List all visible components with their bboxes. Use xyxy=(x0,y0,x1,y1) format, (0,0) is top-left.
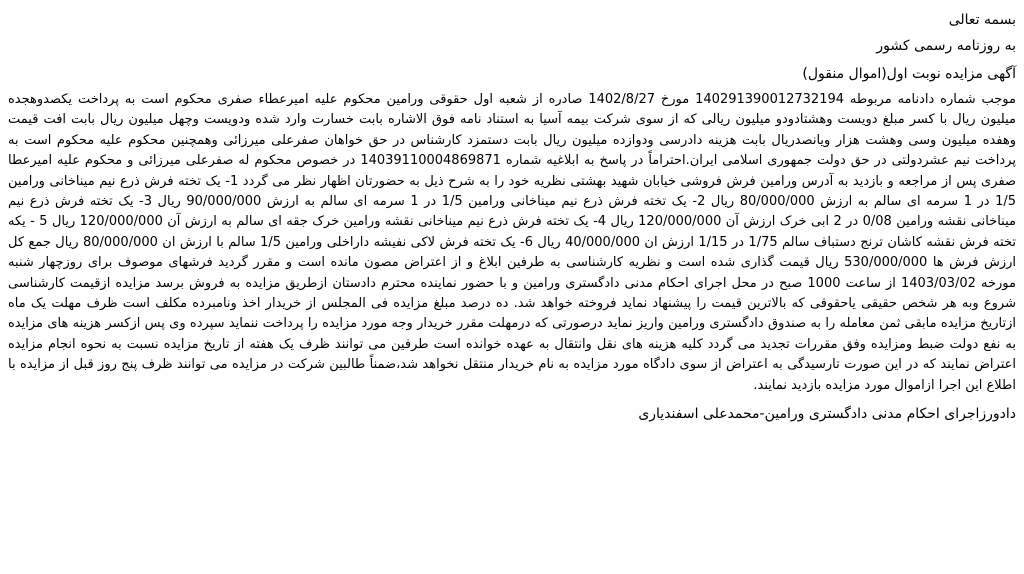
signature-line: دادورزاجرای احکام مدنی دادگستری ورامین-محمدعلی اسفندیاری xyxy=(638,406,1016,423)
invocation-heading: بسمه تعالی xyxy=(948,12,1016,28)
recipient-line: به روزنامه رسمی کشور xyxy=(876,38,1016,54)
notice-title: آگهی مزایده نوبت اول(اموال منقول) xyxy=(802,66,1016,82)
notice-body: موجب شماره دادنامه مربوطه 140291390012732194 مورخ 1402/8/27 صادره از شعبه اول حقوقی ورامین محکوم علیه امیرعطاء صفری محکوم است به پرداخت یکصدوهجده میلیون ریال با کسر مبلغ دویست وهشتادودو میلیون ریالی که از سوی شرکت بیمه آسیا به استناد نامه فوق الاشاره بابت خسارت وارد شده ودویست وچهل میلیون ریال بابت افت قیمت وهفده میلیون وسی وهشت هزار ویانصدریال بابت هزینه دادرسی ودوازده میلیون ریال بابت دستمزد کارشناس در حق خواهان صفرعلی میرزائی وهمچنین محکوم علیه محکوم است به پرداخت نیم عشردولتی در حق دولت جمهوری اسلامی ایران.احتراماً در پاسخ به ابلاغیه شماره 14039110004869871 در خصوص محکوم له صفرعلی میرزائی و محکوم علیه امیرعطا صفری پس از مراجعه و بازدید به آدرس ورامین فرش فروشی خیابان شهید بهشتی نظریه خود را به شرح ذیل به حضورتان اظهار نظر می گردد 1- یک تخته فرش ذرع نیم میناخانی ورامین 1/5 در 1 سرمه ای سالم به ارزش 80/000/000 ریال 2- یک تخته فرش ذرع نیم میناخانی ورامین 1/5 در 1 سرمه ای سالم به ارزش 90/000/000 ریال 3- یک تخته فرش ذرع نیم میناخانی نقشه ورامین 0/08 در 2 ابی خرک ارزش آن 120/000/000 ریال 4- یک تخته فرش ذرع نیم میناخانی نقشه ورامین خرک جقه ای سالم به ارزش آن 120/000/000 ریال 5 - یکه تخته فرش نقشه کاشان ترنج دستباف سالم 1/75 در 1/15 ارزش ان 40/000/000 ریال 6- یک تخته فرش لاکی نفیشه داراخلی ورامین 1/5 سالم با ارزش ان 80/000/000 ریال جمع کل ارزش فرش ها 530/000/000 ریال قیمت گذاری شده است و نظریه کارشناسی به طرفین ابلاغ و از اعتراض مصون مانده است و مقرر گردید فرشهای موصوف برای روزچهار شنبه مورخه 1403/03/02 از ساعت 1000 صبح در محل اجرای احکام مدنی دادگستری ورامین و با حضور نماینده محترم دادستان ازطریق مزایده به فروش برسد مزایده ازقیمت کارشناسی شروع وبه هر شخص حقیقی یاحقوقی که بالاترین قیمت را پیشنهاد نماید فروخته خواهد شد. ده درصد مبلغ مزایده فی المجلس از خریدار اخذ ونامبرده مکلف است ظرف مهلت یک ماه ازتاریخ مزایده مابقی ثمن معامله را به صندوق دادگستری ورامین واریز نماید درصورتی که درمهلت مقرر خریدار وجه مورد مزایده را پرداخت ننماید سپرده وی پس ازکسر هزینه های مزایده به نفع دولت ضبط ومزایده وفق مقررات تجدید می گردد کلیه هزینه های نقل وانتقال به عهده خوانده است طرفین می توانند ظرف یک هفته از تاریخ مزایده نسبت به نحوه انجام مزایده اعتراض نمایند که در این صورت تارسیدگی به اعتراض از سوی دادگاه مورد مزایده به نام خریدار منتقل نخواهد شد،ضمناً طالبین شرکت در مزایده می توانند ظرف پنج روز قبل از مزایده با اطلاع این اجرا ازاموال مورد مزایده بازدید نمایند. xyxy=(8,92,1017,393)
